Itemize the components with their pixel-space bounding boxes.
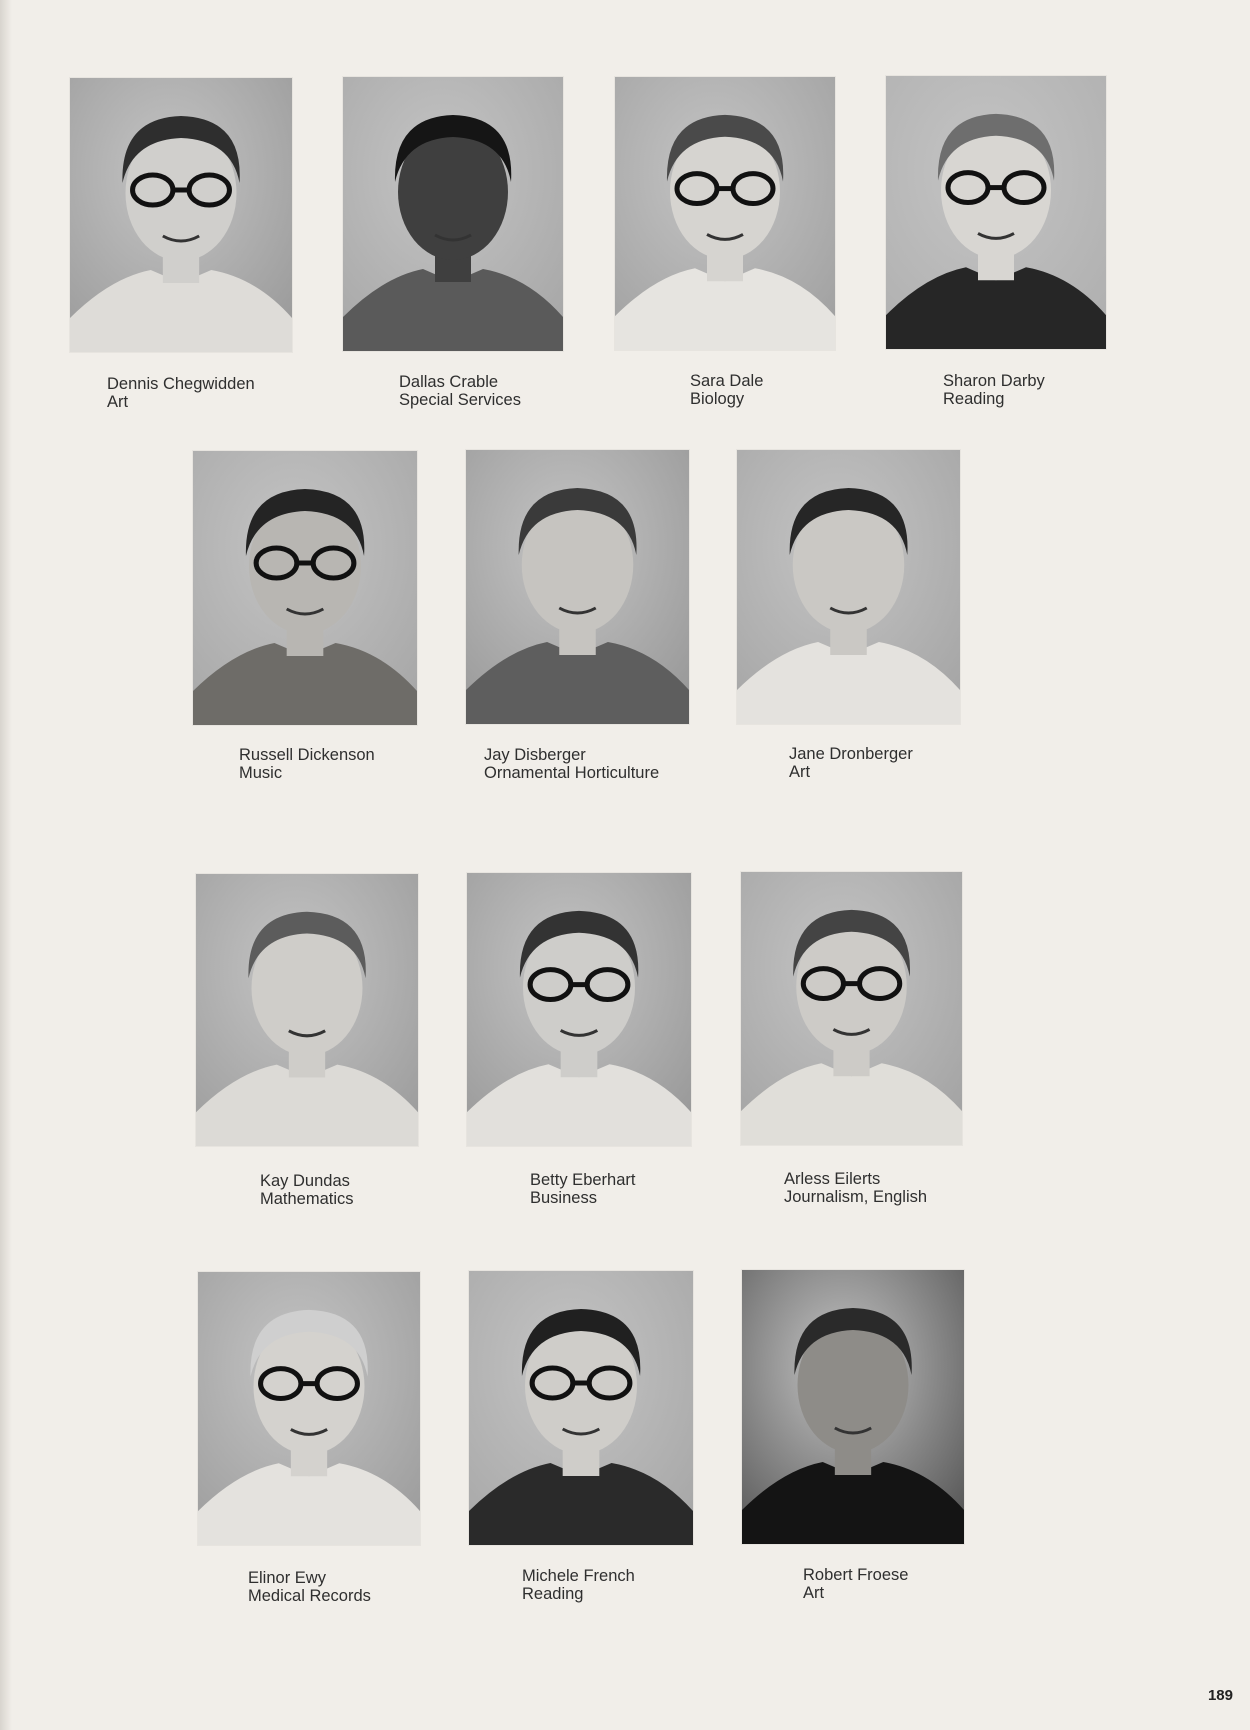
faculty-subject: Business <box>530 1189 597 1207</box>
faculty-subject: Art <box>107 393 129 411</box>
portrait-photo <box>742 1270 964 1544</box>
faculty-caption <box>107 375 255 411</box>
portrait-photo <box>469 1271 693 1545</box>
faculty-name: Sara Dale <box>690 372 764 390</box>
faculty-subject: Journalism, English <box>784 1188 928 1206</box>
portrait-photo <box>467 873 691 1146</box>
faculty-name: Michele French <box>522 1567 635 1585</box>
faculty-name: Russell Dickenson <box>239 746 375 764</box>
faculty-caption <box>260 1172 354 1208</box>
faculty-name: Sharon Darby <box>943 372 1045 390</box>
faculty-name: Betty Eberhart <box>530 1171 636 1189</box>
faculty-caption <box>530 1171 635 1207</box>
portrait-photo <box>70 78 292 352</box>
page-number: 189 <box>1207 1687 1233 1704</box>
faculty-subject: Reading <box>522 1585 584 1603</box>
faculty-subject: Mathematics <box>260 1190 354 1208</box>
portrait-photo <box>196 874 418 1146</box>
portrait-photo <box>198 1272 420 1545</box>
faculty-subject: Art <box>803 1584 825 1602</box>
faculty-name: Elinor Ewy <box>248 1569 326 1587</box>
faculty-caption <box>803 1566 908 1602</box>
faculty-caption <box>789 745 913 781</box>
portrait-photo <box>737 450 960 724</box>
faculty-name: Kay Dundas <box>260 1172 350 1190</box>
portrait-photo <box>615 77 835 350</box>
portrait-photo <box>886 76 1106 349</box>
portrait-photo <box>741 872 962 1145</box>
faculty-subject: Reading <box>943 390 1005 408</box>
faculty-name: Dallas Crable <box>399 373 499 391</box>
faculty-name: Arless Eilerts <box>784 1170 881 1188</box>
faculty-caption <box>248 1569 371 1605</box>
faculty-subject: Biology <box>690 390 745 408</box>
faculty-caption <box>690 372 763 408</box>
faculty-caption <box>239 746 375 782</box>
faculty-subject: Music <box>239 764 283 782</box>
page-binding-shadow <box>0 0 12 1730</box>
faculty-caption <box>784 1170 927 1206</box>
faculty-subject: Art <box>789 763 811 781</box>
faculty-name: Dennis Chegwidden <box>107 375 255 393</box>
faculty-name: Jane Dronberger <box>789 745 913 763</box>
portrait-photo <box>193 451 417 725</box>
faculty-subject: Ornamental Horticulture <box>484 764 660 782</box>
faculty-caption <box>943 372 1045 408</box>
faculty-name: Jay Disberger <box>484 746 586 764</box>
faculty-caption <box>522 1567 635 1603</box>
faculty-subject: Special Services <box>399 391 521 409</box>
faculty-subject: Medical Records <box>248 1587 371 1605</box>
faculty-caption <box>484 746 659 782</box>
portrait-photo <box>343 77 563 351</box>
portrait-photo <box>466 450 689 724</box>
faculty-name: Robert Froese <box>803 1566 909 1584</box>
faculty-caption <box>399 373 521 409</box>
